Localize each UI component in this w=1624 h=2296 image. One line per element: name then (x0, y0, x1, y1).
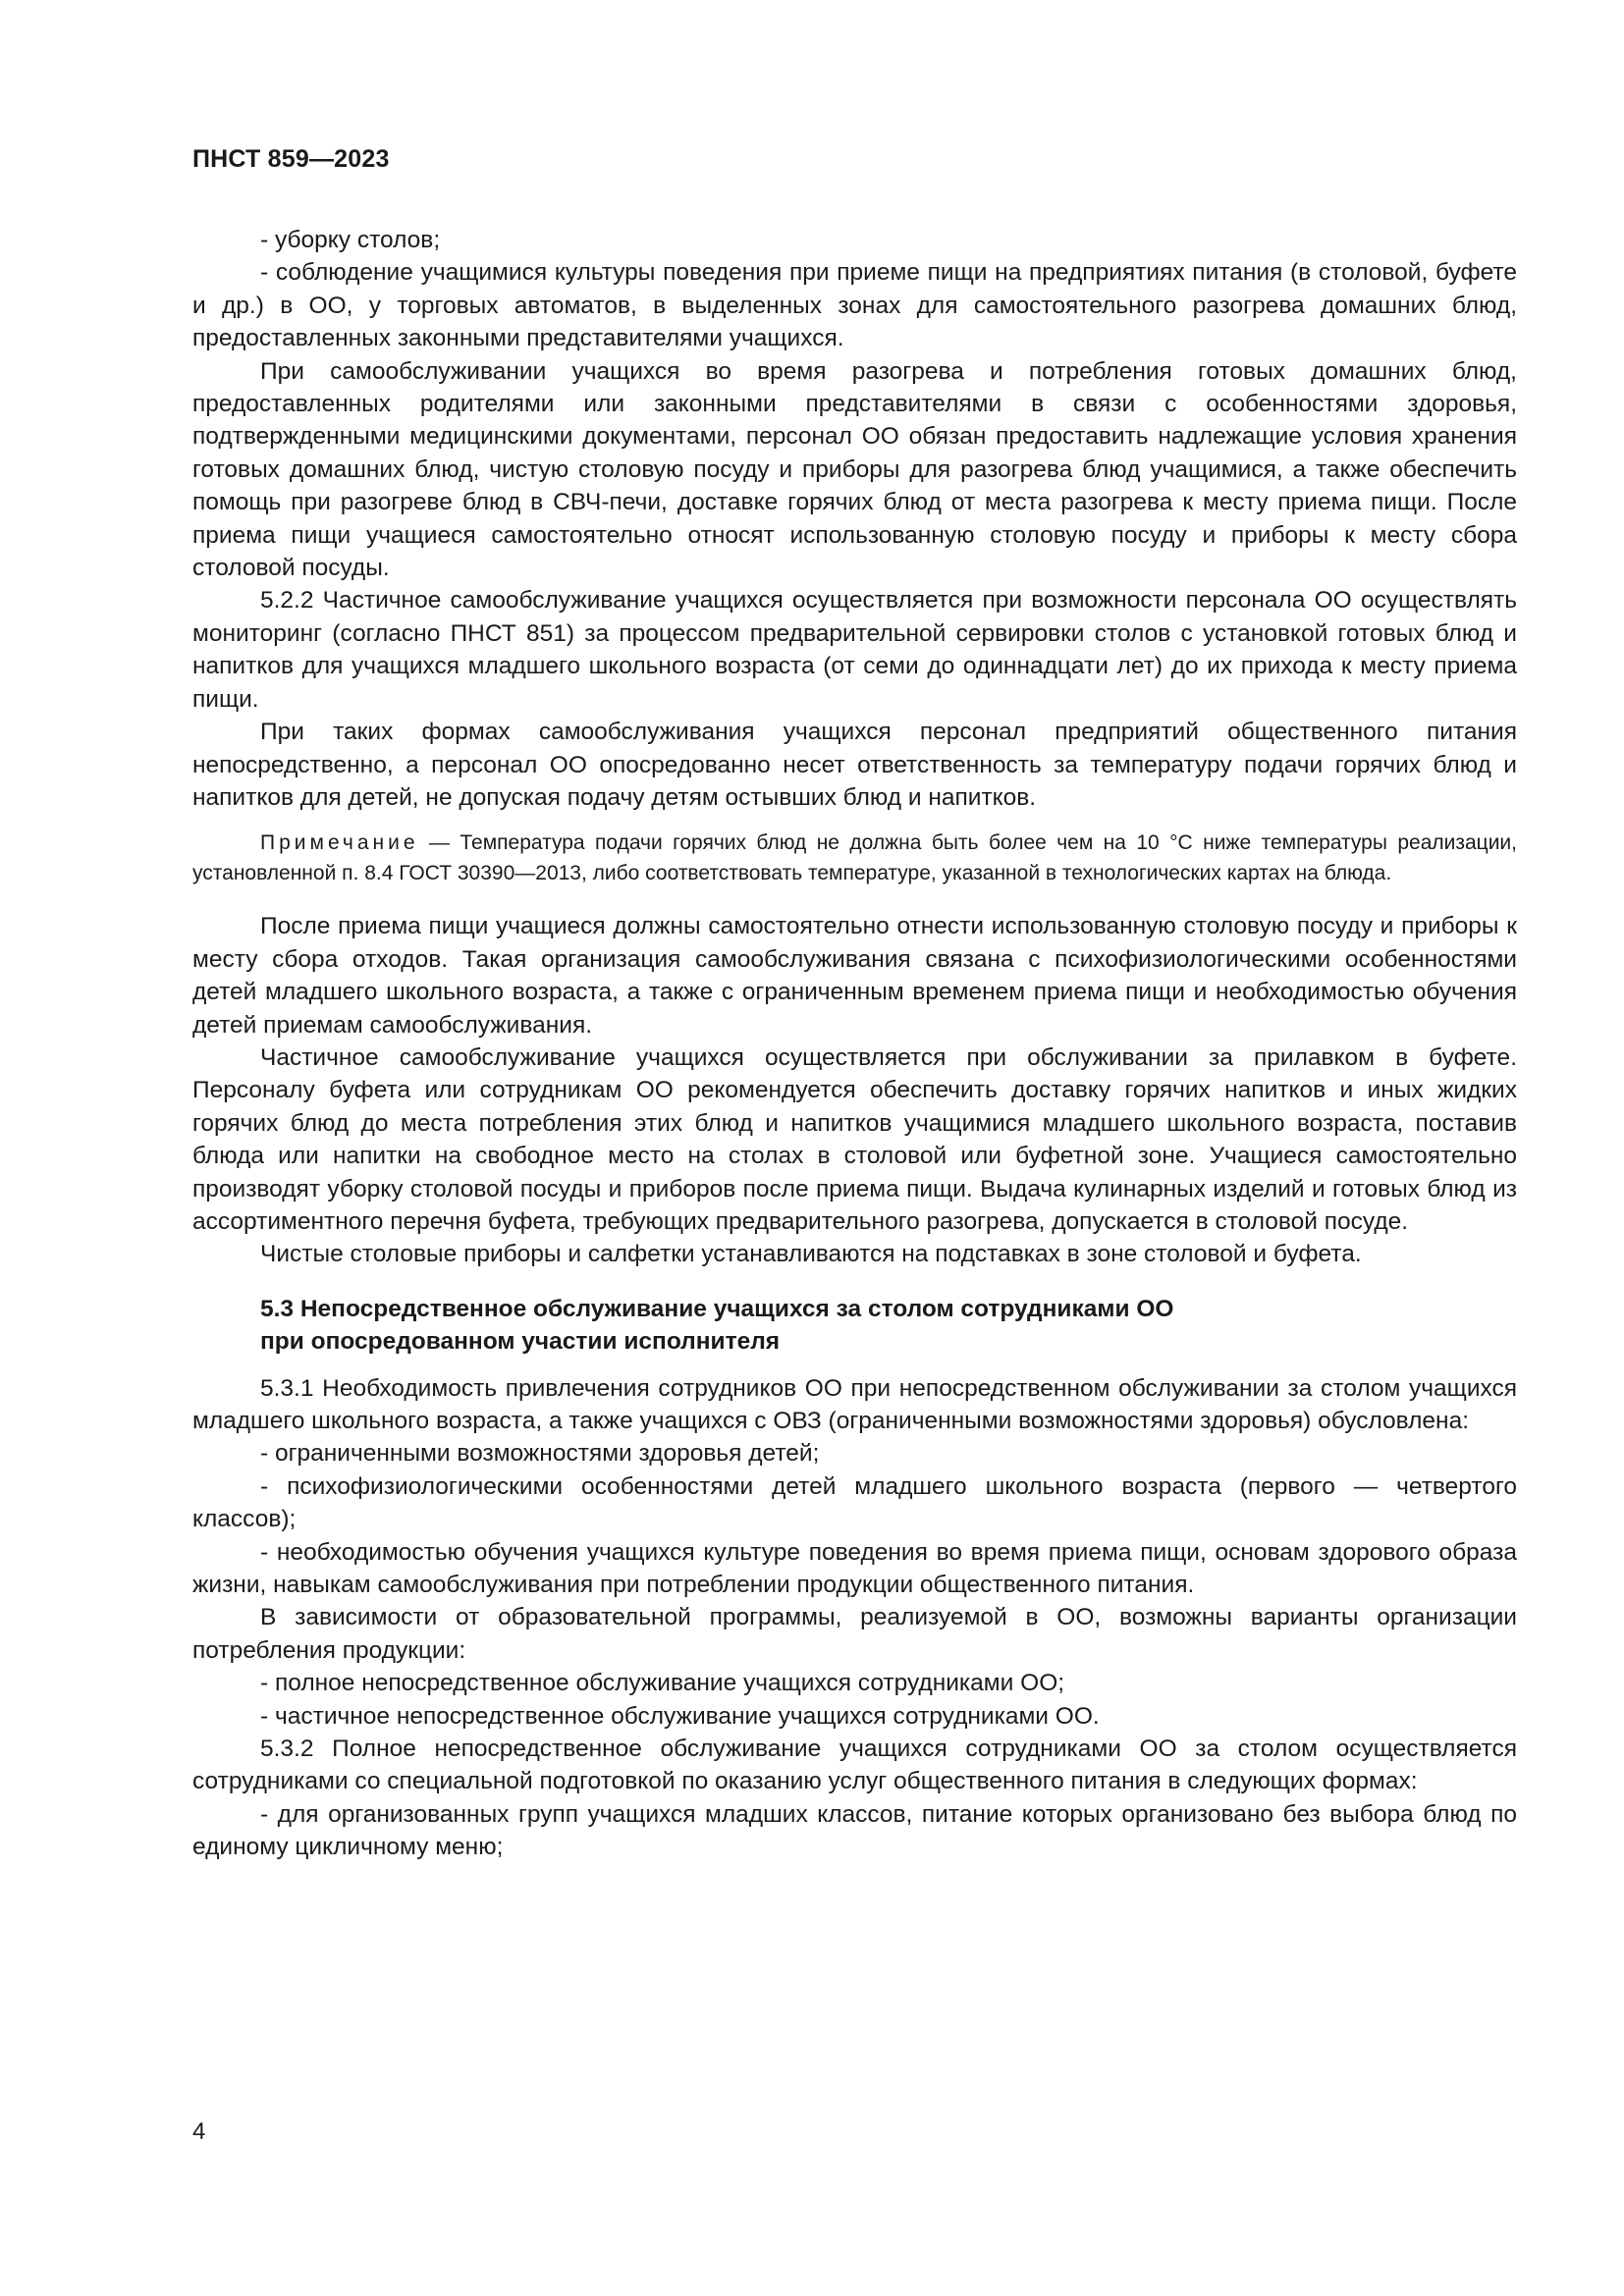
paragraph: При самообслуживании учащихся во время разогрева и потребления готовых домашних блюд, предоставленных родителями или законными представителями в связи с особенностями здоровья, подтвержденными медицинскими документами, персонал ОО обязан предоставить надлежащие условия хранения готовых домашних блюд, чистую столовую посуду и приборы для разогрева блюд учащимися, а также обеспечить помощь при разогреве блюд в СВЧ-печи, доставке горячих блюд от места разогрева к месту приема пищи. После приема пищи учащиеся самостоятельно относят использованную столовую посуду и приборы к месту сбора столовой посуды. (192, 357, 1517, 582)
section-heading (192, 1293, 1517, 1359)
paragraph: Чистые столовые приборы и салфетки устанавливаются на подставках в зоне столовой и буфета. (260, 1241, 1362, 1268)
paragraph: В зависимости от образовательной программы, реализуемой в ОО, возможны варианты организации потребления продукции: (192, 1604, 1517, 1664)
document-header: ПНСТ 859—2023 (192, 145, 390, 173)
list-item: - психофизиологическими особенностями детей младшего школьного возраста (первого — четвертого классов); (192, 1472, 1517, 1533)
list-item: - необходимостью обучения учащихся культуре поведения во время приема пищи, основам здорового образа жизни, навыкам самообслуживания при потреблении продукции общественного питания. (192, 1538, 1517, 1599)
document-body (192, 224, 1517, 1864)
paragraph: - уборку столов; (260, 227, 441, 253)
section-heading-line1: 5.3 Непосредственное обслуживание учащихся за столом сотрудниками ОО (260, 1295, 1174, 1322)
paragraph: - соблюдение учащимися культуры поведения при приеме пищи на предприятиях питания (в столовой, буфете и др.) в ОО, у торговых автоматов, в выделенных зонах для самостоятельного разогрева домашних блюд, предоставленных законными представителями учащихся. (192, 259, 1517, 352)
paragraph: 5.3.2 Полное непосредственное обслуживание учащихся сотрудниками ОО за столом осуществляется сотрудниками со специальной подготовкой по оказанию услуг общественного питания в следующих формах: (192, 1735, 1517, 1795)
note-label: Примечание (260, 831, 419, 855)
paragraph: 5.2.2 Частичное самообслуживание учащихся осуществляется при возможности персонала ОО осуществлять мониторинг (согласно ПНСТ 851) за процессом предварительной сервировки столов с установкой готовых блюд и напитков для учащихся младшего школьного возраста (от семи до одиннадцати лет) до их прихода к месту приема пищи. (192, 587, 1517, 713)
paragraph: При таких формах самообслуживания учащихся персонал предприятий общественного питания непосредственно, а персонал ОО опосредованно несет ответственность за температуру подачи горячих блюд и напитков для детей, не допуская подачу детям остывших блюд и напитков. (192, 719, 1517, 811)
paragraph: После приема пищи учащиеся должны самостоятельно отнести использованную столовую посуду и приборы к месту сбора отходов. Такая организация самообслуживания связана с психофизиологическими особенностями детей младшего школьного возраста, а также с ограниченным временем приема пищи и необходимостью обучения детей приемам самообслуживания. (192, 913, 1517, 1039)
paragraph: 5.3.1 Необходимость привлечения сотрудников ОО при непосредственном обслуживании за столом учащихся младшего школьного возраста, а также учащихся с ОВЗ (ограниченными возможностями здоровья) обусловлена: (192, 1374, 1517, 1434)
section-heading-line2: при опосредованном участии исполнителя (260, 1328, 781, 1356)
list-item: - для организованных групп учащихся младших классов, питание которых организовано без выбора блюд по единому цикличному меню; (192, 1800, 1517, 1861)
list-item: - полное непосредственное обслуживание учащихся сотрудниками ОО; (260, 1670, 1065, 1697)
list-item: - частичное непосредственное обслуживание учащихся сотрудниками ОО. (260, 1702, 1100, 1730)
note (192, 828, 1517, 888)
page-number: 4 (192, 2118, 206, 2145)
list-item: - ограниченными возможностями здоровья детей; (260, 1440, 820, 1468)
paragraph: Частичное самообслуживание учащихся осуществляется при обслуживании за прилавком в буфете. Персоналу буфета или сотрудникам ОО рекомендуется обеспечить доставку горячих напитков и иных жидких горячих блюд до места потребления этих блюд и напитков учащимися младшего школьного возраста, поставив блюда или напитки на свободное место на столах в столовой или буфетной зоне. Учащиеся самостоятельно производят уборку столовой посуды и приборов после приема пищи. Выдача кулинарных изделий и готовых блюд из ассортиментного перечня буфета, требующих предварительного разогрева, допускается в столовой посуде. (192, 1043, 1517, 1235)
note-text: — Температура подачи горячих блюд не должна быть более чем на 10 °С ниже температуры реализации, установленной п. 8.4 ГОСТ 30390—2013, либо соответствовать температуре, указанной в технологических картах на блюда. (192, 831, 1517, 885)
